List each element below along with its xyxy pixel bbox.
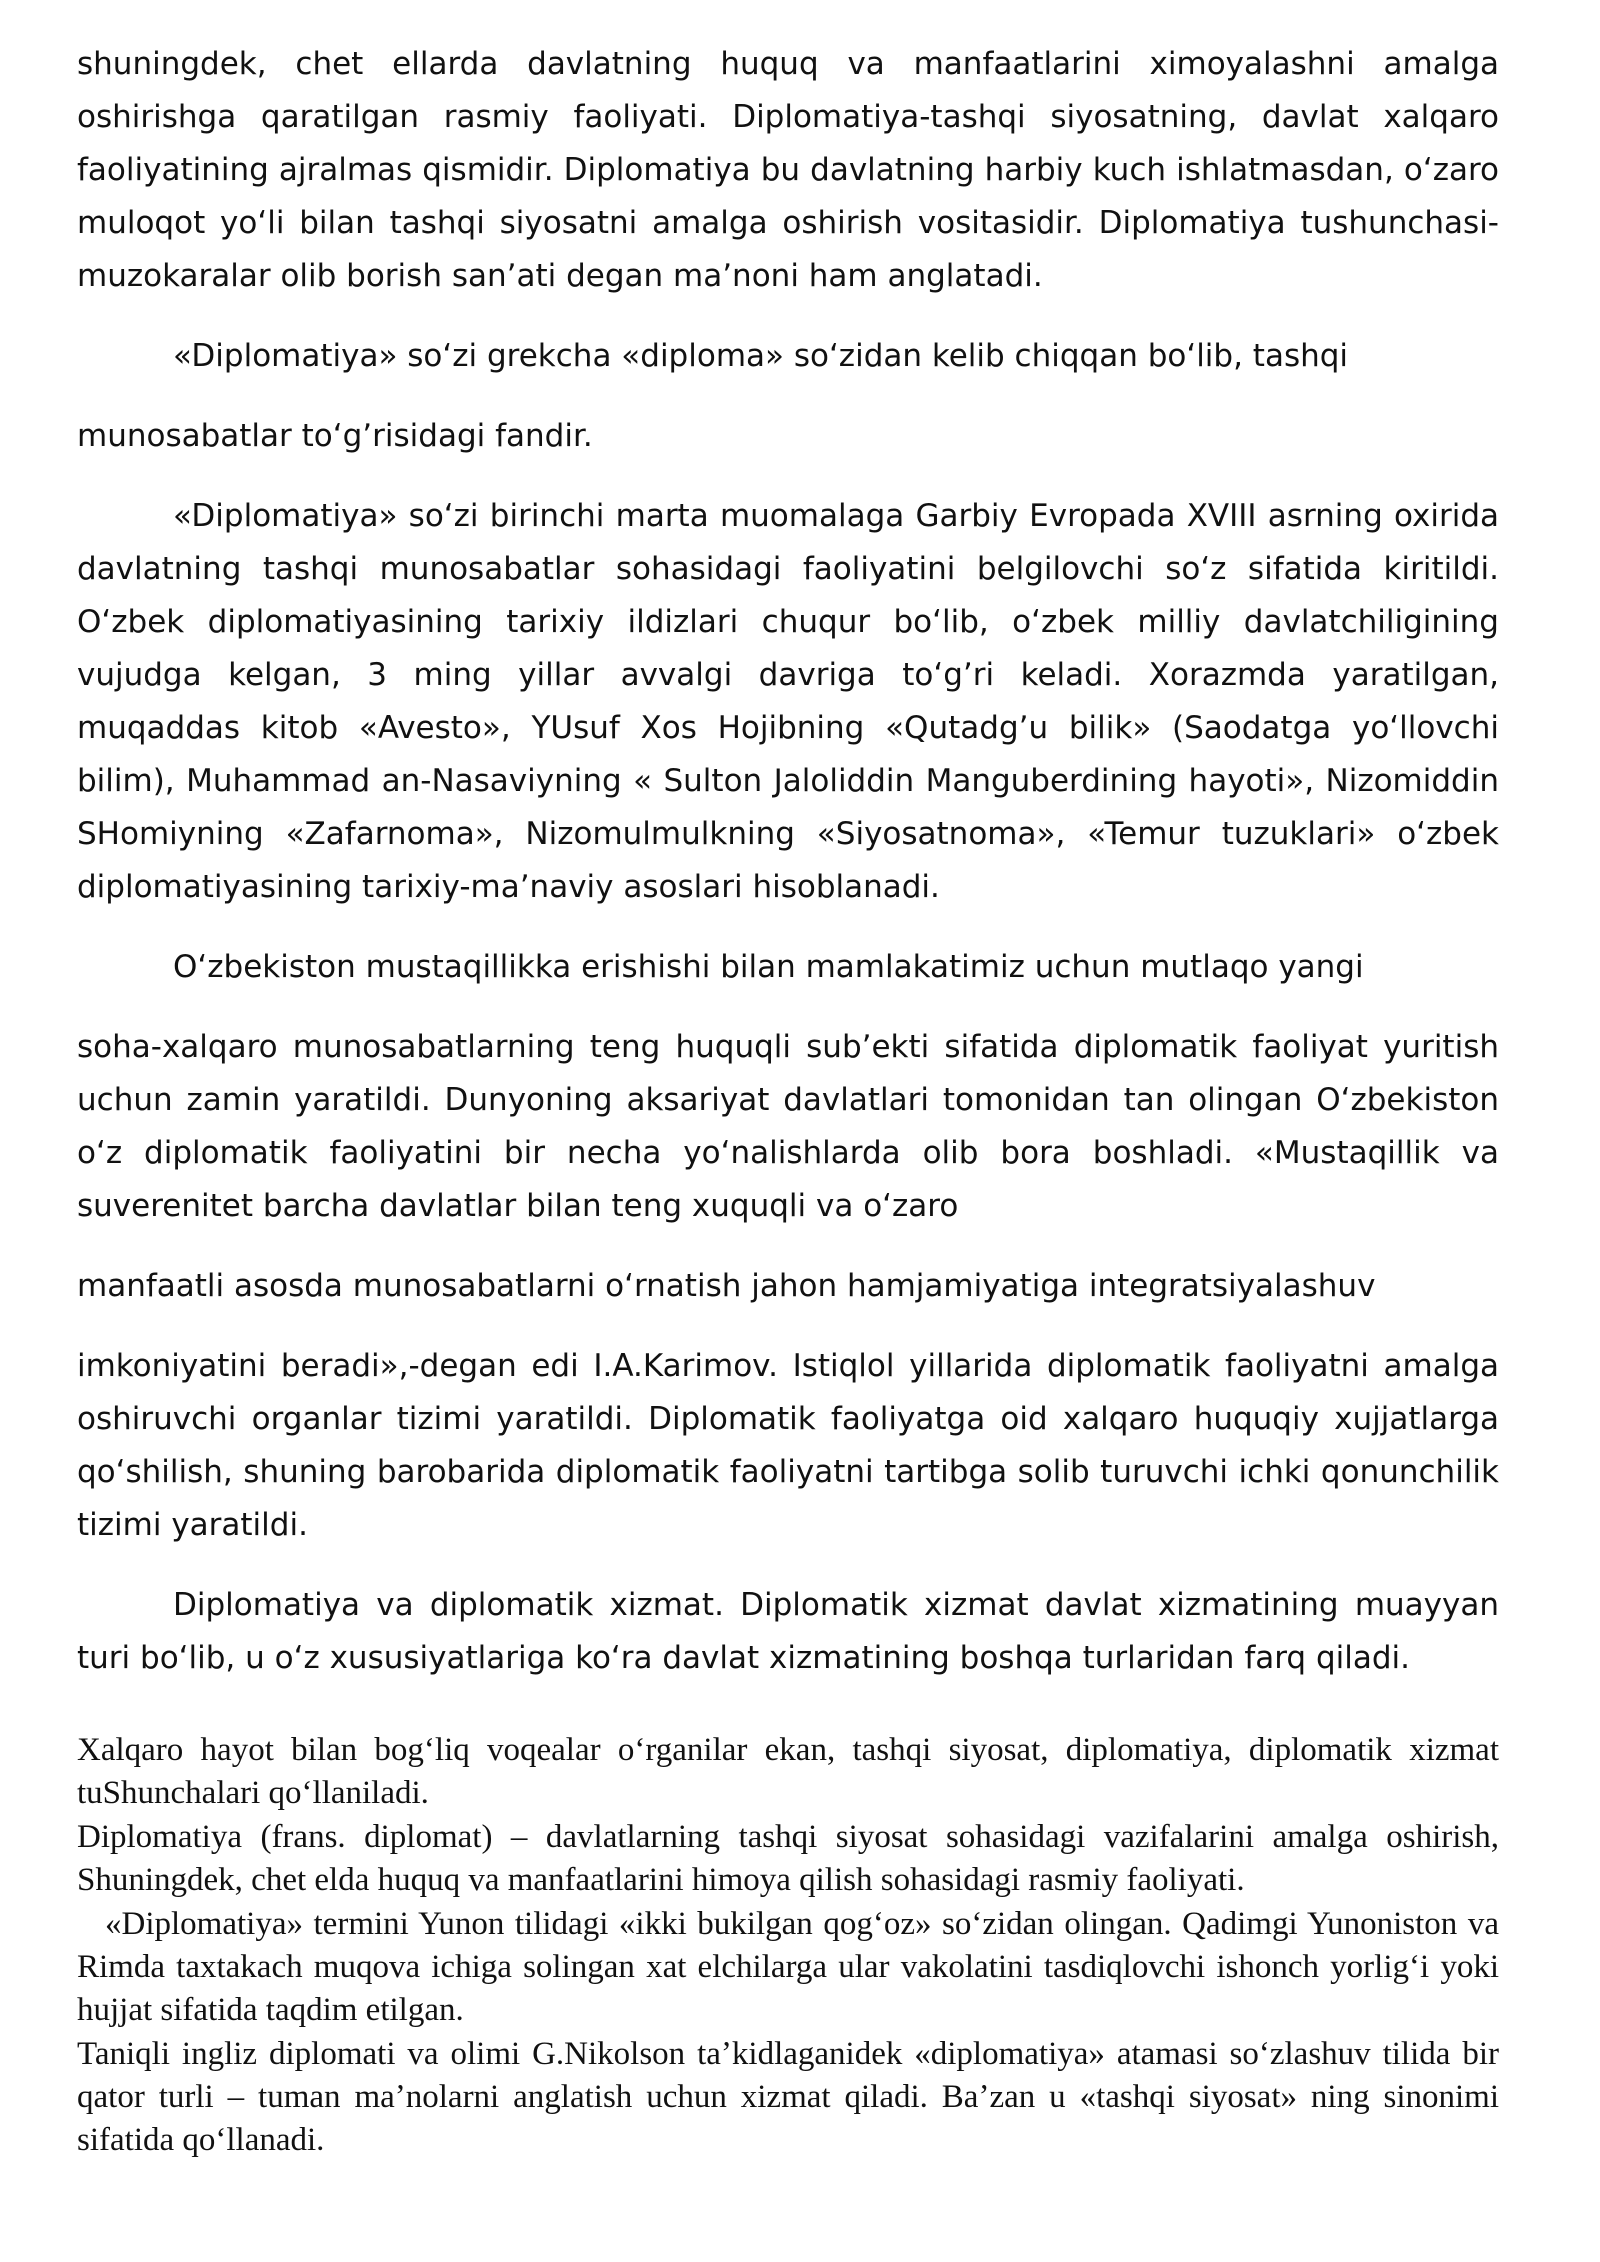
paragraph-greek-term: «Diplomatiya» termini Yunon tilidagi «ikki bukilgan qogʻoz» soʻzidan olingan. Qadimgi Yunoniston va Rimda taxtakach muqova ichiga solingan xat elchilarga ular vakolatini tasdiqlovchi ishonch yorligʻi yoki hujjat sifatida taqdim etilgan. <box>77 1906 1499 2028</box>
paragraph-diplomatic-service: Diplomatiya va diplomatik xizmat. Diplomatik xizmat davlat xizmatining muayyan turi boʻlib, u oʻz xususiyatlariga koʻra davlat xizmatining boshqa turlaridan farq qiladi. <box>77 1587 1499 1676</box>
paragraph-historical-roots: «Diplomatiya» soʻzi birinchi marta muomalaga Garbiy Evropada XVIII asrning oxirida davlatning tashqi munosabatlar sohasidagi faoliyatini belgilovchi soʻz sifatida kiritildi. Oʻzbek diplomatiyasining tarixiy ildizlari chuqur boʻlib, oʻzbek milliy davlatchiligining vujudga kelgan, 3 ming yillar avvalgi davriga toʻg’ri keladi. Xorazmda yaratilgan, muqaddas kitob «Avesto», YUsuf Xos Hojibning «Qutadg’u bilik» (Saodatga yoʻllovchi bilim), Muhammad an-Nasaviyning « Sulton Jaloliddin Manguberdining hayoti», Nizomiddin SHomiyning «Zafarnoma», Nizomulmulkning «Siyosatnoma», «Temur tuzuklari» oʻzbek diplomatiyasining tarixiy-maʼnaviy asoslari hisoblanadi. <box>77 498 1499 905</box>
paragraph-integration: manfaatli asosda munosabatlarni oʻrnatish jahon hamjamiyatiga integratsiyalashuv <box>77 1268 1376 1304</box>
paragraph-word-origin-continued: munosabatlar toʻg’risidagi fandir. <box>77 418 593 454</box>
paragraph-diplomacy-definition: shuningdek, chet ellarda davlatning huquq va manfaatlarini ximoyalashni amalga oshirishga qaratilgan rasmiy faoliyati. Diplomatiya-tashqi siyosatning, davlat xalqaro faoliyatining ajralmas qismidir. Diplomatiya bu davlatning harbiy kuch ishlatmasdan, oʻzaro muloqot yoʻli bilan tashqi siyosatni amalga oshirish vositasidir. Diplomatiya tushunchasi-muzokaralar olib borish sanʼati degan maʼnoni ham anglatadi. <box>77 46 1499 294</box>
document-page <box>77 38 1499 2162</box>
paragraph-karimov-quote: imkoniyatini beradi»,-degan edi I.A.Karimov. Istiqlol yillarida diplomatik faoliyatni amalga oshiruvchi organlar tizimi yaratildi. Diplomatik faoliyatga oid xalqaro huquqiy xujjatlarga qoʻshilish, shuning barobarida diplomatik faoliyatni tartibga solib turuvchi ichki qonunchilik tizimi yaratildi. <box>77 1348 1499 1543</box>
sans-text-section <box>77 38 1499 1685</box>
paragraph-french-definition: Diplomatiya (frans. diplomat) – davlatlarning tashqi siyosat sohasidagi vazifalarini amalga oshirish, Shuningdek, chet elda huquq va manfaatlarini himoya qilish sohasidagi rasmiy faoliyati. <box>77 1819 1499 1898</box>
paragraph-international-life: Xalqaro hayot bilan bogʻliq voqealar oʻrganilar ekan, tashqi siyosat, diplomatiya, diplomatik xizmat tuShunchalari qoʻllaniladi. <box>77 1732 1499 1811</box>
paragraph-word-origin: «Diplomatiya» soʻzi grekcha «diploma» soʻzidan kelib chiqqan boʻlib, tashqi <box>173 338 1349 374</box>
paragraph-independence: Oʻzbekiston mustaqillikka erishishi bilan mamlakatimiz uchun mutlaqo yangi <box>173 949 1364 985</box>
paragraph-nicolson: Taniqli ingliz diplomati va olimi G.Nikolson taʼkidlaganidek «diplomatiya» atamasi soʻzlashuv tilida bir qator turli – tuman maʼnolarni anglatish uchun xizmat qiladi. Baʼzan u «tashqi siyosat» ning sinonimi sifatida qoʻllanadi. <box>77 2036 1499 2158</box>
paragraph-independence-continued: soha-xalqaro munosabatlarning teng huquqli subʼekti sifatida diplomatik faoliyat yuritish uchun zamin yaratildi. Dunyoning aksariyat davlatlari tomonidan tan olingan Oʻzbekiston oʻz diplomatik faoliyatini bir necha yoʻnalishlarda olib bora boshladi. «Mustaqillik va suverenitet barcha davlatlar bilan teng xuquqli va oʻzaro <box>77 1029 1499 1224</box>
serif-text-section <box>77 1729 1499 2162</box>
